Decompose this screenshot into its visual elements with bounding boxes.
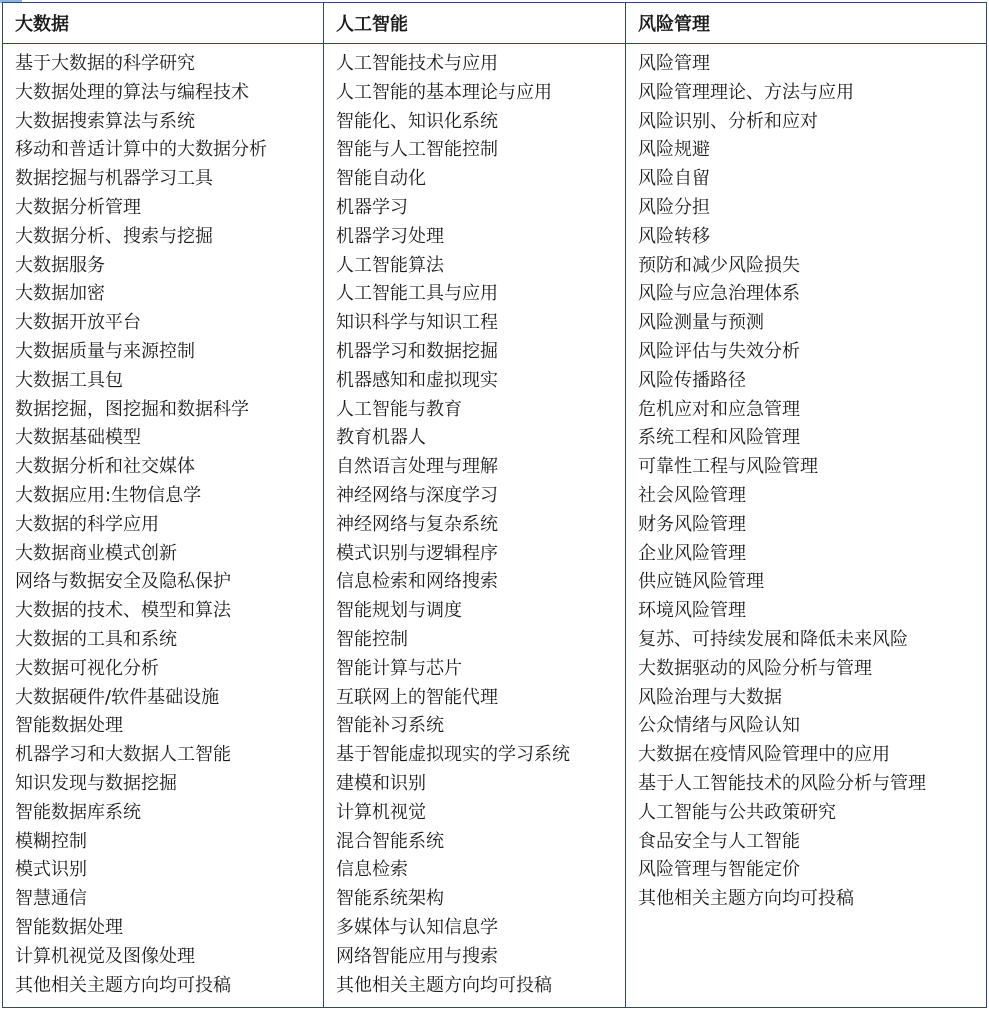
topic-item: 其他相关主题方向均可投稿 xyxy=(638,888,854,910)
topic-item: 人工智能的基本理论与应用 xyxy=(336,81,552,103)
topic-item: 大数据质量与来源控制 xyxy=(15,340,195,362)
topic-item: 风险分担 xyxy=(638,196,710,218)
topic-item: 大数据搜索算法与系统 xyxy=(15,110,195,132)
topic-item: 人工智能技术与应用 xyxy=(336,53,498,74)
topic-item: 智能补习系统 xyxy=(336,715,444,737)
topic-item: 风险治理与大数据 xyxy=(638,686,782,708)
topic-item: 智能数据处理 xyxy=(15,916,123,938)
topic-item: 风险测量与预测 xyxy=(638,312,764,334)
topic-list-big-data xyxy=(15,50,323,1000)
topic-item: 智能自动化 xyxy=(336,168,426,190)
topic-item: 可靠性工程与风险管理 xyxy=(638,456,818,478)
topic-item: 大数据应用:生物信息学 xyxy=(15,484,202,506)
column-cell-ai xyxy=(324,44,626,1008)
topic-item: 风险管理 xyxy=(638,53,710,74)
topic-item: 大数据硬件/软件基础设施 xyxy=(15,686,220,708)
topic-item: 人工智能工具与应用 xyxy=(336,283,498,305)
topic-item: 大数据基础模型 xyxy=(15,427,141,449)
topic-item: 人工智能与公共政策研究 xyxy=(638,801,836,823)
topic-item: 公众情绪与风险认知 xyxy=(638,715,800,737)
topic-item: 风险识别、分析和应对 xyxy=(638,110,818,132)
topic-item: 智能与人工智能控制 xyxy=(336,139,498,161)
topics-table xyxy=(2,2,987,1008)
topic-item: 建模和识别 xyxy=(336,772,426,794)
content-row xyxy=(3,44,987,1008)
topic-item: 数据挖掘，图挖掘和数据科学 xyxy=(15,398,249,420)
topic-item: 环境风险管理 xyxy=(638,600,746,622)
topic-item: 教育机器人 xyxy=(336,427,426,449)
topic-item: 网络智能应用与搜索 xyxy=(336,945,498,967)
topic-item: 基于智能虚拟现实的学习系统 xyxy=(336,744,570,766)
topic-item: 智能计算与芯片 xyxy=(336,657,462,679)
topic-item: 复苏、可持续发展和降低未来风险 xyxy=(638,628,908,650)
topic-item: 财务风险管理 xyxy=(638,513,746,535)
topic-item: 信息检索 xyxy=(336,859,408,881)
column-cell-big-data xyxy=(3,44,324,1008)
topic-item: 智能数据处理 xyxy=(15,715,123,737)
topic-item: 信息检索和网络搜索 xyxy=(336,571,498,593)
topic-item: 大数据加密 xyxy=(15,283,105,305)
topic-item: 计算机视觉及图像处理 xyxy=(15,945,195,967)
column-header-ai: 人工智能 xyxy=(324,3,626,44)
topic-item: 神经网络与复杂系统 xyxy=(336,513,498,535)
topic-item: 社会风险管理 xyxy=(638,484,746,506)
topic-item: 基于人工智能技术的风险分析与管理 xyxy=(638,772,926,794)
topic-item: 智能控制 xyxy=(336,628,408,650)
topic-item: 智能化、知识化系统 xyxy=(336,110,498,132)
topic-item: 智能规划与调度 xyxy=(336,600,462,622)
topic-item: 模式识别与逻辑程序 xyxy=(336,542,498,564)
topic-item: 大数据分析管理 xyxy=(15,196,141,218)
topic-item: 大数据可视化分析 xyxy=(15,657,159,679)
topic-item: 大数据的工具和系统 xyxy=(15,628,177,650)
topic-item: 供应链风险管理 xyxy=(638,571,764,593)
topic-list-risk-management xyxy=(638,50,986,914)
topic-item: 大数据工具包 xyxy=(15,369,123,391)
topic-item: 机器感知和虚拟现实 xyxy=(336,369,498,391)
topic-item: 大数据分析和社交媒体 xyxy=(15,456,195,478)
topic-item: 机器学习处理 xyxy=(336,225,444,247)
topic-item: 人工智能算法 xyxy=(336,254,444,276)
topic-item: 大数据的技术、模型和算法 xyxy=(15,600,231,622)
topic-list-ai xyxy=(336,50,625,1000)
topic-item: 风险管理理论、方法与应用 xyxy=(638,81,854,103)
topic-item: 模式识别 xyxy=(15,859,87,881)
topic-item: 智慧通信 xyxy=(15,888,87,910)
topic-item: 大数据服务 xyxy=(15,254,105,276)
topic-item: 移动和普适计算中的大数据分析 xyxy=(15,139,267,161)
topic-item: 自然语言处理与理解 xyxy=(336,456,498,478)
topic-item: 风险规避 xyxy=(638,139,710,161)
column-header-risk-management: 风险管理 xyxy=(626,3,987,44)
topic-item: 网络与数据安全及隐私保护 xyxy=(15,571,231,593)
topic-item: 大数据驱动的风险分析与管理 xyxy=(638,657,872,679)
column-cell-risk-management xyxy=(626,44,987,1008)
topic-item: 危机应对和应急管理 xyxy=(638,398,800,420)
topic-item: 大数据分析、搜索与挖掘 xyxy=(15,225,213,247)
topic-item: 企业风险管理 xyxy=(638,542,746,564)
topic-item: 人工智能与教育 xyxy=(336,398,462,420)
topic-item: 大数据在疫情风险管理中的应用 xyxy=(638,744,890,766)
topic-item: 计算机视觉 xyxy=(336,801,426,823)
topic-item: 大数据开放平台 xyxy=(15,312,141,334)
topic-item: 机器学习 xyxy=(336,196,408,218)
topic-item: 预防和减少风险损失 xyxy=(638,254,800,276)
topic-item: 智能数据库系统 xyxy=(15,801,141,823)
topic-item: 大数据商业模式创新 xyxy=(15,542,177,564)
topic-item: 食品安全与人工智能 xyxy=(638,830,800,852)
topic-item: 多媒体与认知信息学 xyxy=(336,916,498,938)
topic-item: 大数据处理的算法与编程技术 xyxy=(15,81,249,103)
topic-item: 其他相关主题方向均可投稿 xyxy=(336,974,552,996)
topic-item: 知识发现与数据挖掘 xyxy=(15,772,177,794)
topic-item: 系统工程和风险管理 xyxy=(638,427,800,449)
topic-item: 神经网络与深度学习 xyxy=(336,484,498,506)
topic-item: 其他相关主题方向均可投稿 xyxy=(15,974,231,996)
topic-item: 基于大数据的科学研究 xyxy=(15,53,195,74)
topic-item: 智能系统架构 xyxy=(336,888,444,910)
topic-item: 大数据的科学应用 xyxy=(15,513,159,535)
topic-item: 风险与应急治理体系 xyxy=(638,283,800,305)
topic-item: 混合智能系统 xyxy=(336,830,444,852)
topic-item: 风险评估与失效分析 xyxy=(638,340,800,362)
topic-item: 风险管理与智能定价 xyxy=(638,859,800,881)
column-header-big-data: 大数据 xyxy=(3,3,324,44)
topic-item: 风险传播路径 xyxy=(638,369,746,391)
topic-item: 互联网上的智能代理 xyxy=(336,686,498,708)
topic-item: 风险转移 xyxy=(638,225,710,247)
topic-item: 机器学习和大数据人工智能 xyxy=(15,744,231,766)
topic-item: 模糊控制 xyxy=(15,830,87,852)
topic-item: 数据挖掘与机器学习工具 xyxy=(15,168,213,190)
topic-item: 机器学习和数据挖掘 xyxy=(336,340,498,362)
topic-item: 知识科学与知识工程 xyxy=(336,312,498,334)
header-row xyxy=(3,3,987,44)
topic-item: 风险自留 xyxy=(638,168,710,190)
